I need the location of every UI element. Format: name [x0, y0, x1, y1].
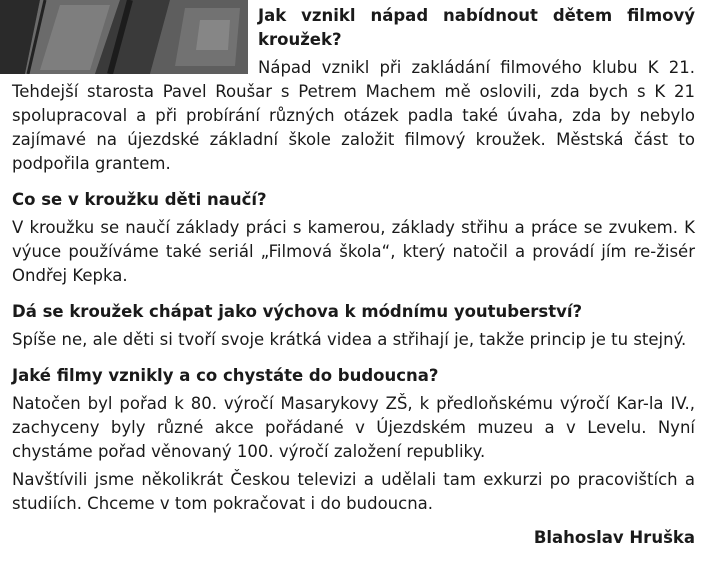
author-signature: Blahoslav Hruška — [533, 528, 695, 547]
question-2: Co se v kroužku děti naučí? — [12, 190, 267, 209]
question-4: Jaké filmy vznikly a co chystáte do budoucna? — [12, 366, 439, 385]
article-text — [12, 4, 695, 550]
answer-4-part-1: Natočen byl pořad k 80. výročí Masarykovy ZŠ, k předloňskému výročí Kar-la IV., zachyceny byly různé akce pořádané v Újezdském muzeu a v Levelu. Nyní chystáme pořad věnovaný 100. výročí založení republiky. — [12, 394, 695, 461]
answer-4-part-2: Navštívili jsme několikrát Českou televizi a udělali tam exkurzi po pracovištích a studiích. Chceme v tom pokračovat i do budoucna. — [12, 470, 695, 513]
answer-2: V kroužku se naučí základy práci s kamerou, základy střihu a práce se zvukem. K výuce používáme také seriál „Filmová škola“, který natočil a provádí jím re-žisér Ondřej Kepka. — [12, 218, 695, 285]
question-1: Jak vznikl nápad nabídnout dětem filmový kroužek? — [258, 6, 695, 49]
answer-3: Spíše ne, ale děti si tvoří svoje krátká videa a střihají je, takže princip je tu stejný. — [12, 330, 687, 349]
question-3: Dá se kroužek chápat jako výchova k módnímu youtuberství? — [12, 302, 583, 321]
photo-spacer — [12, 4, 258, 74]
answer-1: Nápad vznikl při zakládání filmového klubu K 21. Tehdejší starosta Pavel Roušar s Petrem Machem mě oslovili, zda bych s K 21 spolupracoval a při probírání různých otázek padla také úvaha, zda by nebylo zajímavé na újezdské základní škole založit filmový kroužek. Městská část to podpořila grantem. — [12, 58, 695, 173]
